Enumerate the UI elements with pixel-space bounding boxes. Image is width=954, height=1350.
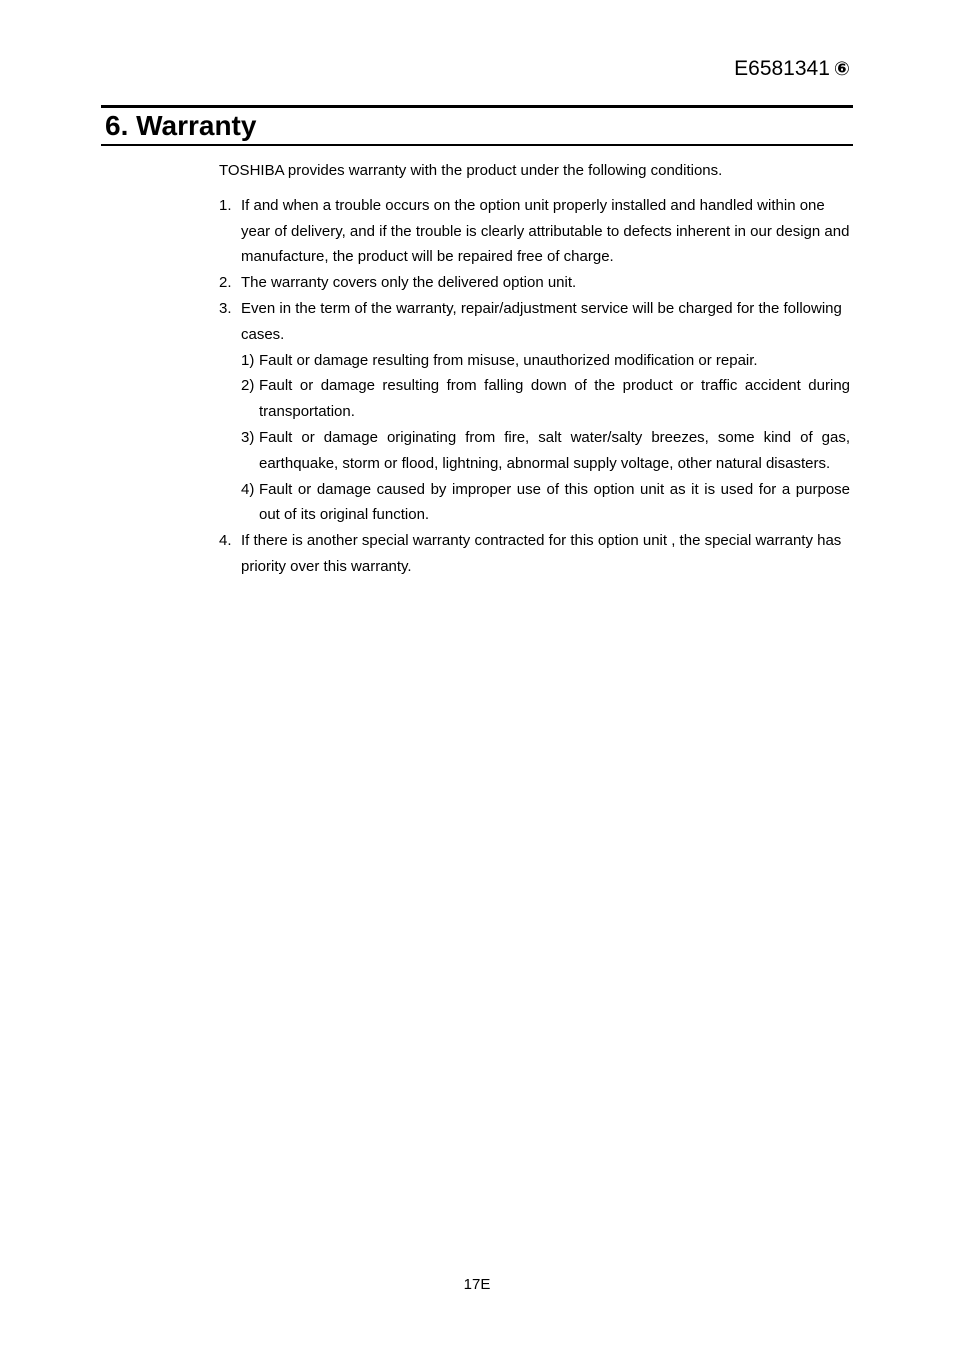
section-title: 6. Warranty — [105, 110, 257, 141]
item-text: If and when a trouble occurs on the option unit properly installed and handled within one year of delivery, and if the trouble is clearly attributable to defects inherent in our design and manufacture, the product will be repaired free of charge. — [241, 196, 850, 266]
warranty-subitem-3 — [241, 425, 850, 477]
subitem-number: 1) — [241, 351, 255, 369]
title-rule-top — [101, 105, 853, 108]
item-number: 1. — [219, 196, 232, 214]
item-text: Even in the term of the warranty, repair/adjustment service will be charged for the following cases. — [241, 299, 842, 343]
warranty-subitem-2 — [241, 373, 850, 425]
warranty-subitem-4 — [241, 477, 850, 529]
document-code — [734, 55, 850, 84]
warranty-item-3 — [219, 296, 850, 348]
revision-mark: ⑥ — [833, 59, 850, 80]
subitem-number: 4) — [241, 480, 255, 498]
warranty-body — [219, 158, 850, 580]
subitem-text: Fault or damage originating from fire, salt water/salty breezes, some kind of gas, earthquake, storm or flood, lightning, abnormal supply voltage, other natural disasters. — [259, 428, 850, 472]
item-number: 2. — [219, 274, 232, 292]
warranty-item-4 — [219, 528, 850, 580]
warranty-subitem-1 — [241, 348, 850, 374]
page-number: 17E — [463, 1276, 491, 1293]
subitem-text: Fault or damage resulting from misuse, unauthorized modification or repair. — [259, 351, 758, 369]
item-text: The warranty covers only the delivered option unit. — [241, 274, 577, 292]
warranty-item-1 — [219, 193, 850, 270]
title-rule-bottom — [101, 144, 853, 146]
item-number: 4. — [219, 532, 232, 550]
subitem-text: Fault or damage resulting from falling down of the product or traffic accident during transportation. — [259, 377, 850, 421]
warranty-item-2 — [219, 270, 850, 296]
subitem-text: Fault or damage caused by improper use of this option unit as it is used for a purpose out of its original function. — [259, 480, 850, 524]
item-text: If there is another special warranty contracted for this option unit , the special warranty has priority over this warranty. — [241, 532, 842, 575]
subitem-number: 3) — [241, 428, 255, 446]
intro-paragraph: TOSHIBA provides warranty with the product under the following conditions. — [219, 162, 723, 179]
subitem-number: 2) — [241, 377, 255, 395]
document-number: E6581341 — [734, 57, 830, 80]
item-number: 3. — [219, 299, 232, 317]
